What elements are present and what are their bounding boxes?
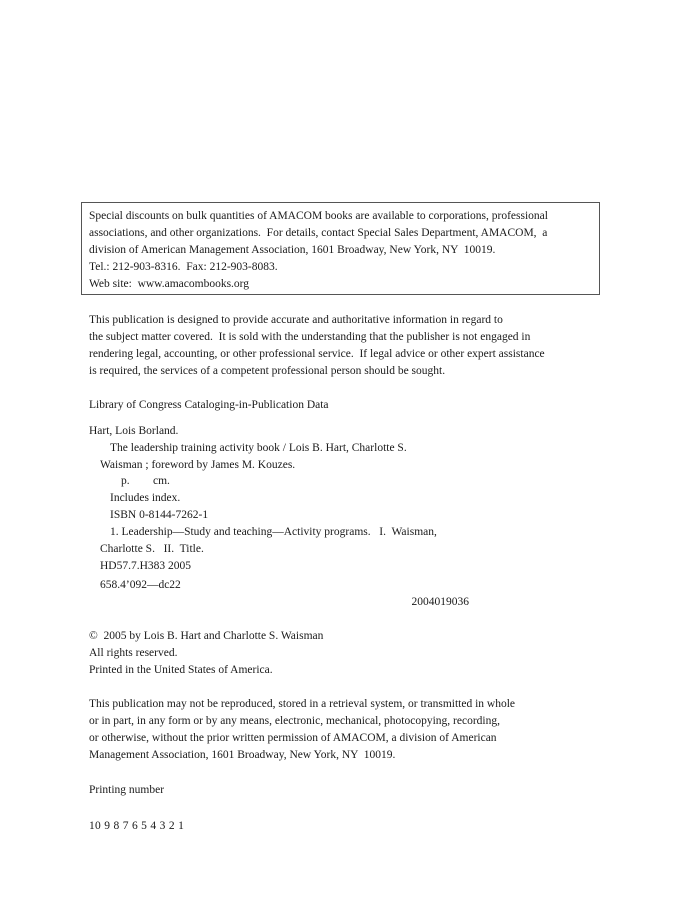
cip-control-number: 2004019036	[411, 596, 469, 608]
cip-subjects-line-1: 1. Leadership—Study and teaching—Activity programs. I. Waisman,	[110, 526, 437, 538]
phone-fax-line: Tel.: 212-903-8316. Fax: 212-903-8083.	[89, 261, 278, 273]
cip-author: Hart, Lois Borland.	[89, 425, 179, 437]
printing-number-label: Printing number	[89, 784, 165, 796]
cip-heading: Library of Congress Cataloging-in-Publication Data	[89, 399, 329, 411]
cip-dewey: 658.4’092—dc22	[100, 579, 181, 591]
cip-lc-class: HD57.7.H383 2005	[100, 560, 192, 572]
rights-reserved-line: All rights reserved.	[89, 647, 178, 659]
website-line: Web site: www.amacombooks.org	[89, 278, 250, 290]
disclaimer-line: the subject matter covered. It is sold with the understanding that the publisher is not engaged in	[89, 331, 531, 343]
cip-title-line-1: The leadership training activity book / Lois B. Hart, Charlotte S.	[110, 442, 407, 454]
disclaimer-line: is required, the services of a competent professional person should be sought.	[89, 365, 446, 377]
rights-line: or otherwise, without the prior written permission of AMACOM, a division of American	[89, 732, 497, 744]
printing-number-sequence: 10 9 8 7 6 5 4 3 2 1	[89, 820, 185, 832]
cip-subjects-line-2: Charlotte S. II. Title.	[100, 543, 204, 555]
cip-dimensions: cm.	[153, 475, 170, 487]
cip-includes-index: Includes index.	[110, 492, 181, 504]
cip-pages: p.	[121, 475, 130, 487]
printed-in-line: Printed in the United States of America.	[89, 664, 273, 676]
rights-line: Management Association, 1601 Broadway, New York, NY 10019.	[89, 749, 396, 761]
discount-line: Special discounts on bulk quantities of AMACOM books are available to corporations, professional	[89, 210, 548, 222]
discount-line: division of American Management Association, 1601 Broadway, New York, NY 10019.	[89, 244, 496, 256]
rights-line: This publication may not be reproduced, stored in a retrieval system, or transmitted in whole	[89, 698, 516, 710]
cip-title-line-2: Waisman ; foreword by James M. Kouzes.	[100, 459, 296, 471]
disclaimer-line: This publication is designed to provide accurate and authoritative information in regard to	[89, 314, 503, 326]
disclaimer-line: rendering legal, accounting, or other professional service. If legal advice or other expert assistance	[89, 348, 545, 360]
discount-line: associations, and other organizations. For details, contact Special Sales Department, AMACOM, a	[89, 227, 548, 239]
rights-line: or in part, in any form or by any means, electronic, mechanical, photocopying, recording,	[89, 715, 500, 727]
copyright-line: © 2005 by Lois B. Hart and Charlotte S. Waisman	[89, 630, 324, 642]
cip-isbn: ISBN 0-8144-7262-1	[110, 509, 209, 521]
